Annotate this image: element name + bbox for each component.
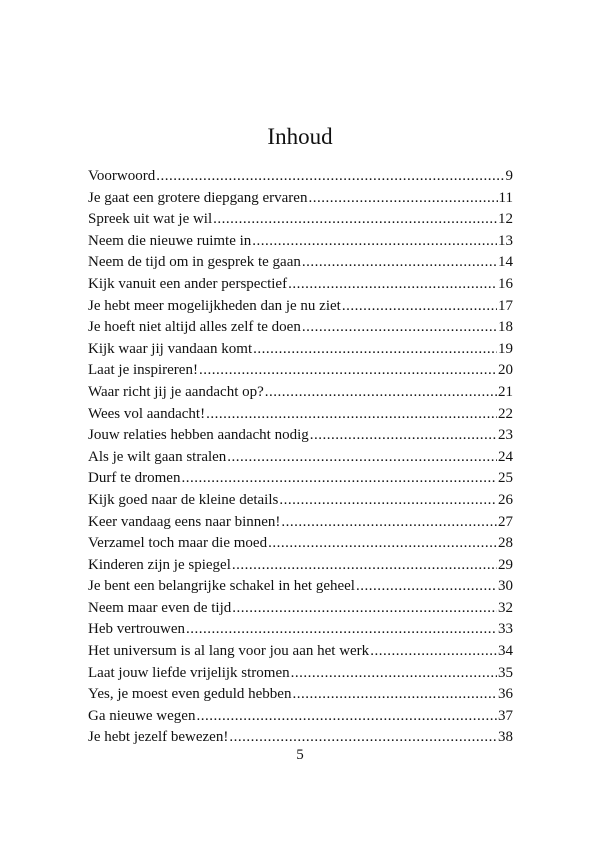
toc-entry	[88, 382, 513, 404]
toc-dot-leader	[232, 555, 497, 577]
toc-dot-leader	[252, 231, 497, 253]
toc-entry-title: Yes, je moest even geduld hebben	[88, 686, 292, 703]
toc-dot-leader	[281, 512, 497, 534]
toc-entry-page: 16	[498, 275, 513, 292]
toc-entry-page: 20	[498, 362, 513, 379]
toc-entry-title: Het universum is al lang voor jou aan het werk	[88, 643, 370, 660]
toc-entry-page: 29	[498, 556, 513, 573]
toc-entry-title: Je hoeft niet altijd alles zelf te doen	[88, 319, 301, 336]
toc-entry-title: Jouw relaties hebben aandacht nodig	[88, 427, 309, 444]
toc-dot-leader	[292, 684, 497, 706]
toc-entry-title: Ga nieuwe wegen	[88, 707, 196, 724]
toc-entry-title: Verzamel toch maar die moed	[88, 535, 268, 552]
toc-entry	[88, 209, 513, 231]
toc-entry-page: 34	[498, 643, 513, 660]
toc-entry-title: Kijk waar jij vandaan komt	[88, 340, 253, 357]
toc-entry	[88, 360, 513, 382]
toc-entry	[88, 447, 513, 469]
toc-entry-page: 22	[498, 405, 513, 422]
toc-entry	[88, 252, 513, 274]
toc-entry	[88, 468, 513, 490]
toc-dot-leader	[310, 425, 497, 447]
toc-entry-title: Kijk vanuit een ander perspectief	[88, 275, 288, 292]
toc-entry-page: 27	[498, 513, 513, 530]
toc-entry-page: 17	[498, 297, 513, 314]
toc-entry	[88, 619, 513, 641]
toc-entry-page: 18	[498, 319, 513, 336]
toc-entry-title: Voorwoord	[88, 168, 156, 184]
toc-entry-title: Laat je inspireren!	[88, 362, 198, 379]
toc-entry	[88, 231, 513, 253]
toc-entry-title: Heb vertrouwen	[88, 621, 186, 638]
toc-entry-title: Je hebt jezelf bewezen!	[88, 729, 229, 746]
toc-entry-title: Durf te dromen	[88, 470, 181, 487]
toc-dot-leader	[302, 317, 497, 339]
page-number: 5	[296, 747, 304, 763]
toc-entry	[88, 663, 513, 685]
toc-entry	[88, 684, 513, 706]
toc-dot-leader	[213, 209, 497, 231]
toc-dot-leader	[265, 382, 497, 404]
toc-dot-leader	[227, 447, 497, 469]
toc-dot-leader	[302, 252, 497, 274]
toc-entry-page: 12	[498, 211, 513, 228]
toc-entry-page: 35	[498, 664, 513, 681]
toc-entry	[88, 339, 513, 361]
toc-entry	[88, 404, 513, 426]
toc-entry-title: Wees vol aandacht!	[88, 405, 206, 422]
toc-entry-title: Je hebt meer mogelijkheden dan je nu ziet	[88, 297, 341, 314]
toc-dot-leader	[199, 360, 497, 382]
toc-dot-leader	[253, 339, 497, 361]
toc-entry-page: 19	[498, 340, 513, 357]
toc-dot-leader	[268, 533, 497, 555]
toc-entry-title: Neem de tijd om in gesprek te gaan	[88, 254, 301, 271]
toc-dot-leader	[279, 490, 497, 512]
toc-entry-page: 23	[498, 427, 513, 444]
toc-entry	[88, 296, 513, 318]
toc-dot-leader	[291, 663, 497, 685]
toc-entry-page: 13	[498, 232, 513, 249]
toc-entry	[88, 641, 513, 663]
table-of-contents	[88, 166, 513, 749]
toc-entry-title: Je gaat een grotere diepgang ervaren	[88, 189, 308, 206]
toc-entry-title: Kinderen zijn je spiegel	[88, 556, 231, 573]
toc-entry-title: Neem maar even de tijd	[88, 599, 232, 616]
toc-dot-leader	[156, 166, 504, 188]
toc-dot-leader	[196, 706, 497, 728]
toc-entry-page: 26	[498, 491, 513, 508]
toc-entry	[88, 425, 513, 447]
toc-entry	[88, 555, 513, 577]
toc-entry-page: 30	[498, 578, 513, 595]
toc-entry-title: Als je wilt gaan stralen	[88, 448, 227, 465]
toc-entry-title: Keer vandaag eens naar binnen!	[88, 513, 281, 530]
toc-dot-leader	[181, 468, 497, 490]
toc-entry-title: Spreek uit wat je wil	[88, 211, 213, 228]
toc-entry	[88, 274, 513, 296]
toc-entry-page: 37	[498, 707, 513, 724]
toc-entry-title: Neem die nieuwe ruimte in	[88, 232, 252, 249]
toc-dot-leader	[186, 619, 497, 641]
toc-entry-page: 24	[498, 448, 513, 465]
toc-entry-page: 36	[498, 686, 513, 703]
toc-entry	[88, 533, 513, 555]
toc-entry-title: Waar richt jij je aandacht op?	[88, 383, 264, 400]
toc-entry-page: 21	[498, 383, 513, 400]
toc-entry	[88, 490, 513, 512]
toc-entry-title: Je bent een belangrijke schakel in het geheel	[88, 578, 355, 595]
toc-entry	[88, 188, 513, 210]
toc-dot-leader	[288, 274, 497, 296]
toc-entry	[88, 576, 513, 598]
toc-entry-page: 38	[498, 729, 513, 746]
toc-entry	[88, 706, 513, 728]
toc-entry	[88, 512, 513, 534]
toc-entry	[88, 598, 513, 620]
toc-dot-leader	[356, 576, 497, 598]
toc-entry-page: 32	[498, 599, 513, 616]
toc-dot-leader	[206, 404, 497, 426]
toc-entry	[88, 317, 513, 339]
toc-dot-leader	[342, 296, 497, 318]
toc-dot-leader	[308, 188, 497, 210]
toc-entry-page: 11	[498, 189, 513, 206]
toc-entry-page: 14	[498, 254, 513, 271]
toc-entry-page: 33	[498, 621, 513, 638]
toc-entry-page: 9	[505, 168, 513, 184]
toc-entry-title: Kijk goed naar de kleine details	[88, 491, 279, 508]
toc-entry-page: 28	[498, 535, 513, 552]
toc-entry-page: 25	[498, 470, 513, 487]
toc-dot-leader	[232, 598, 497, 620]
toc-entry	[88, 166, 513, 188]
toc-dot-leader	[370, 641, 497, 663]
toc-entry-title: Laat jouw liefde vrijelijk stromen	[88, 664, 290, 681]
page-title: Inhoud	[267, 124, 333, 149]
